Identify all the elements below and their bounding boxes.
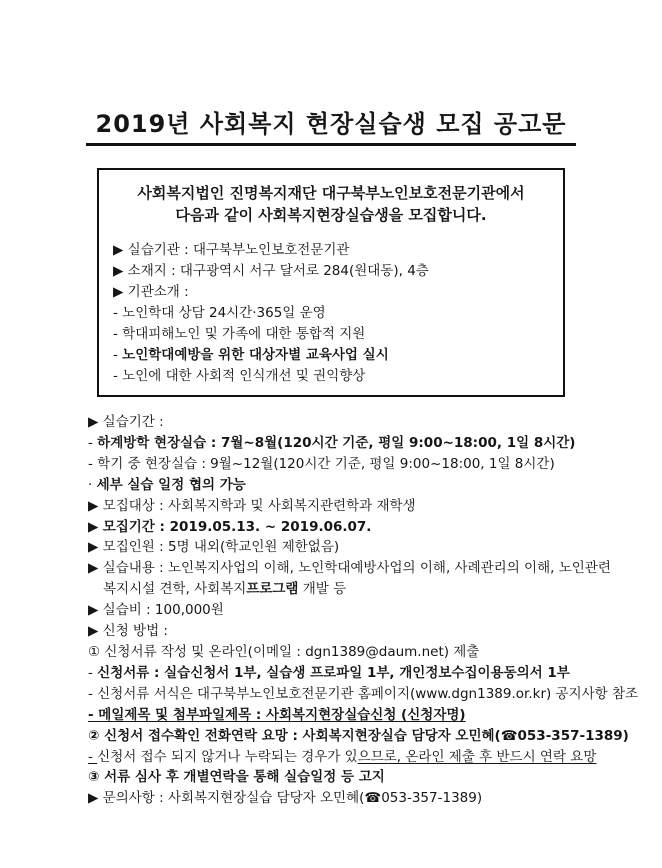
notice-line [88, 621, 662, 642]
page-title: 2019년 사회복지 현장실습생 모집 공고문 [86, 104, 577, 146]
notice-line [88, 558, 662, 579]
notice-line [88, 433, 662, 454]
intro-box-line [113, 240, 549, 261]
text-segment: ▶ 문의사항 : 사회복지현장실습 담당자 오민혜(☎053-357-1389) [88, 790, 483, 807]
notice-line [88, 412, 662, 433]
text-segment: - 노인학대 상담 24시간·365일 운영 [113, 305, 326, 321]
text-segment: ▶ 실습비 : 100,000원 [88, 602, 224, 619]
notice-line [88, 537, 662, 558]
text-segment: 하계방학 현장실습 : 7월~8월(120시간 기준, 평일 9:00~18:00, 1일 8시간) [97, 434, 576, 451]
text-segment: ▶ 실습내용 : 노인복지사업의 이해, 노인학대예방사업의 이해, 사례관리의 이해, 노인관련 [88, 560, 611, 577]
intro-box-line [113, 261, 549, 282]
notice-line [88, 767, 662, 788]
notice-line [88, 517, 662, 538]
intro-heading-line: 사회복지법인 진명복지재단 대구북부노인보호전문기관에서 [137, 184, 525, 202]
text-segment: ▶ 실습기관 : 대구북부노인보호전문기관 [113, 242, 350, 258]
notice-line [88, 684, 662, 705]
text-segment: ③ 서류 심사 후 개별연락을 통해 실습일정 등 고지 [88, 769, 385, 786]
intro-box-list [113, 240, 549, 387]
text-segment: - 메일제목 및 첨부파일제목 : 사회복지현장실습신청 (신청자명) [88, 706, 466, 723]
text-segment: 복지시설 견학, 사회복지 [103, 581, 247, 598]
intro-box-line [113, 303, 549, 324]
text-segment: ② 신청서 접수확인 전화연락 요망 : 사회복지현장실습 담당자 오민혜(☎053-357-1389) [88, 727, 629, 744]
notice-line [88, 642, 662, 663]
text-segment: - 학기 중 현장실습 : 9월~12월(120시간 기준, 평일 9:00~18:00, 1일 8시간) [88, 455, 555, 472]
text-segment: 개발 등 [298, 581, 347, 598]
notice-line [88, 788, 662, 809]
text-segment: - 신청서류 서식은 대구북부노인보호전문기관 홈페이지(www.dgn1389.or.kr) 공지사항 참조 [88, 685, 639, 702]
text-segment: ▶ 신청 방법 : [88, 623, 168, 640]
intro-heading [113, 182, 549, 226]
text-segment: 신청서류 : 실습신청서 1부, 실습생 프로파일 1부, 개인정보수집이용동의서 1부 [97, 664, 570, 681]
notice-line [88, 663, 662, 684]
text-segment: - 노인에 대한 사회적 인식개선 및 권익향상 [113, 368, 366, 384]
text-segment: 세부 실습 일정 협의 가능 [96, 476, 246, 493]
text-segment: ▶ 기관소개 : [113, 284, 189, 300]
notice-line [88, 726, 662, 747]
text-segment: ▶ [88, 518, 103, 535]
text-segment: - [88, 664, 98, 681]
notice-line [88, 496, 662, 517]
notice-line [88, 747, 662, 768]
text-segment: - 학대피해노인 및 가족에 대한 통합적 지원 [113, 326, 366, 342]
text-segment: 노인학대예방을 위한 대상자별 교육사업 실시 [122, 347, 389, 363]
text-segment: ▶ 실습기간 : [88, 414, 164, 430]
text-segment: ▶ 모집대상 : 사회복지학과 및 사회복지관련학과 재학생 [88, 497, 416, 514]
intro-box-line [113, 324, 549, 345]
text-segment: 으므로, 온라인 제출 후 반드시 연락 요망 [357, 748, 597, 765]
text-segment: 프로그램 [246, 581, 299, 598]
notice-line [88, 475, 662, 496]
text-segment: 신청서 접수 되지 않거나 누락되는 경우가 있 [97, 748, 358, 765]
intro-box [97, 168, 565, 397]
text-segment: ▶ 소재지 : 대구광역시 서구 달서로 284(원대동), 4층 [113, 263, 429, 279]
intro-box-line [113, 282, 549, 303]
intro-box-line [113, 366, 549, 387]
text-segment: 모집기간 : 2019.05.13. ~ 2019.06.07. [102, 518, 372, 535]
notice-line [88, 600, 662, 621]
text-segment: · [88, 476, 97, 493]
notice-line [88, 579, 662, 600]
text-segment: ① 신청서류 작성 및 온라인(이메일 : dgn1389@daum.net) 제출 [88, 643, 480, 660]
notice-body-list [88, 412, 662, 809]
intro-box-line [113, 345, 549, 366]
text-segment: ▶ 모집인원 : 5명 내외(학교인원 제한없음) [88, 539, 340, 556]
text-segment: - [88, 434, 98, 451]
notice-line [88, 705, 662, 726]
intro-heading-line: 다음과 같이 사회복지현장실습생을 모집합니다. [175, 206, 487, 224]
text-segment: - [113, 347, 123, 363]
text-segment: - [88, 748, 98, 765]
notice-line [88, 454, 662, 475]
